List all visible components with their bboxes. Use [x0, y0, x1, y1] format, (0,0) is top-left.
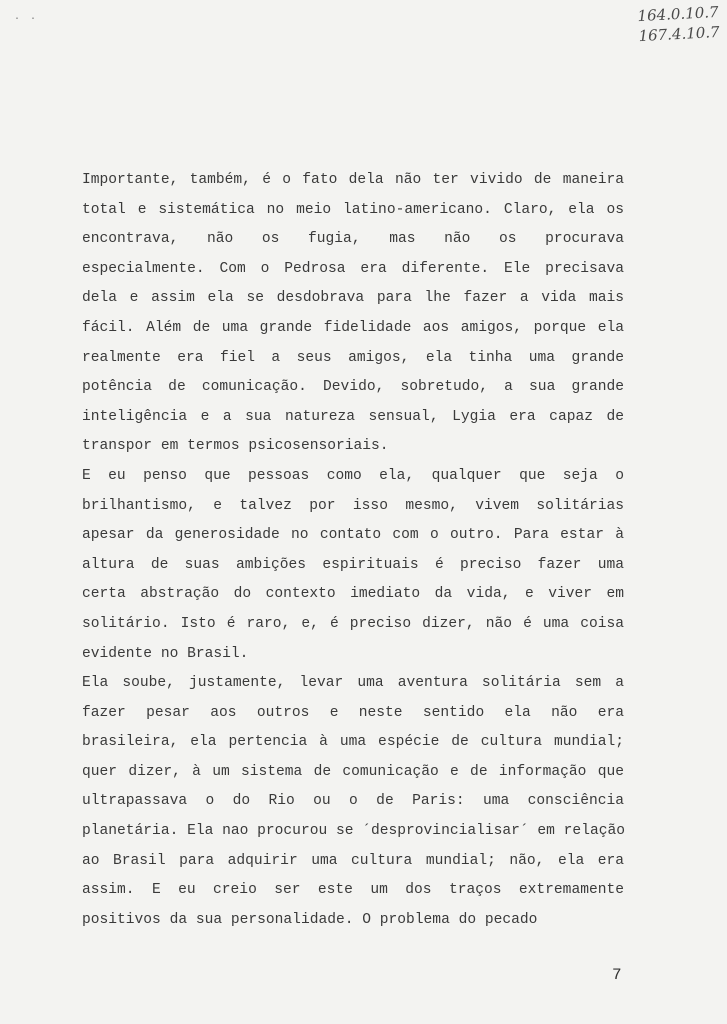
text-line: total e sistemática no meio latino-americano. Claro, ela os — [82, 201, 624, 218]
text-line: encontrava, não os fugia, mas não os procurava — [82, 231, 624, 248]
document-body — [82, 166, 624, 935]
text-line: potência de comunicação. Devido, sobretudo, a sua grande — [82, 379, 624, 396]
text-line: realmente era fiel a seus amigos, ela tinha uma grande — [82, 349, 624, 366]
text-line: Ela soube, justamente, levar uma aventura solitária sem a — [82, 675, 624, 692]
text-line: Importante, também, é o fato dela não ter vivido de maneira — [82, 172, 624, 188]
text-line: quer dizer, à um sistema de comunicação e de informação que — [82, 763, 624, 780]
archive-code — [637, 2, 720, 46]
text-line: evidente no Brasil. — [82, 645, 249, 662]
text-line: brasileira, ela pertencia à uma espécie de cultura mundial; — [82, 734, 624, 751]
text-line: inteligência e a sua natureza sensual, Lygia era capaz de — [82, 408, 624, 425]
text-line: especialmente. Com o Pedrosa era diferente. Ele precisava — [82, 260, 624, 277]
text-line: fácil. Além de uma grande fidelidade aos amigos, porque ela — [82, 319, 624, 336]
corner-mark: · · — [14, 14, 39, 25]
text-line: brilhantismo, e talvez por isso mesmo, vivem solitárias — [82, 497, 624, 514]
text-line: altura de suas ambições espirituais é preciso fazer uma — [82, 556, 624, 573]
text-line: apesar da generosidade no contato com o outro. Para estar à — [82, 527, 624, 544]
text-line: transpor em termos psicosensoriais. — [82, 438, 389, 455]
text-line: ao Brasil para adquirir uma cultura mundial; não, ela era — [82, 852, 624, 869]
text-line: E eu penso que pessoas como ela, qualquer que seja o — [82, 467, 624, 484]
text-line: solitário. Isto é raro, e, é preciso dizer, não é uma coisa — [82, 615, 624, 632]
text-line: positivos da sua personalidade. O problema do pecado — [82, 911, 538, 928]
text-line: planetária. Ela nao procurou se ´desprovincialisar´ em relação — [82, 823, 625, 840]
text-line: certa abstração do contexto imediato da vida, e viver em — [82, 586, 624, 603]
archive-code-line: 164.0.10.7 — [636, 2, 719, 26]
page-number: 7 — [612, 966, 622, 984]
text-line: assim. E eu creio ser este um dos traços extremamente — [82, 882, 624, 899]
text-line: fazer pesar aos outros e neste sentido ela não era — [82, 704, 624, 721]
text-line: dela e assim ela se desdobrava para lhe fazer a vida mais — [82, 290, 624, 307]
archive-code-line: 167.4.10.7 — [637, 22, 720, 46]
text-line: ultrapassava o do Rio ou o de Paris: uma consciência — [82, 793, 624, 810]
